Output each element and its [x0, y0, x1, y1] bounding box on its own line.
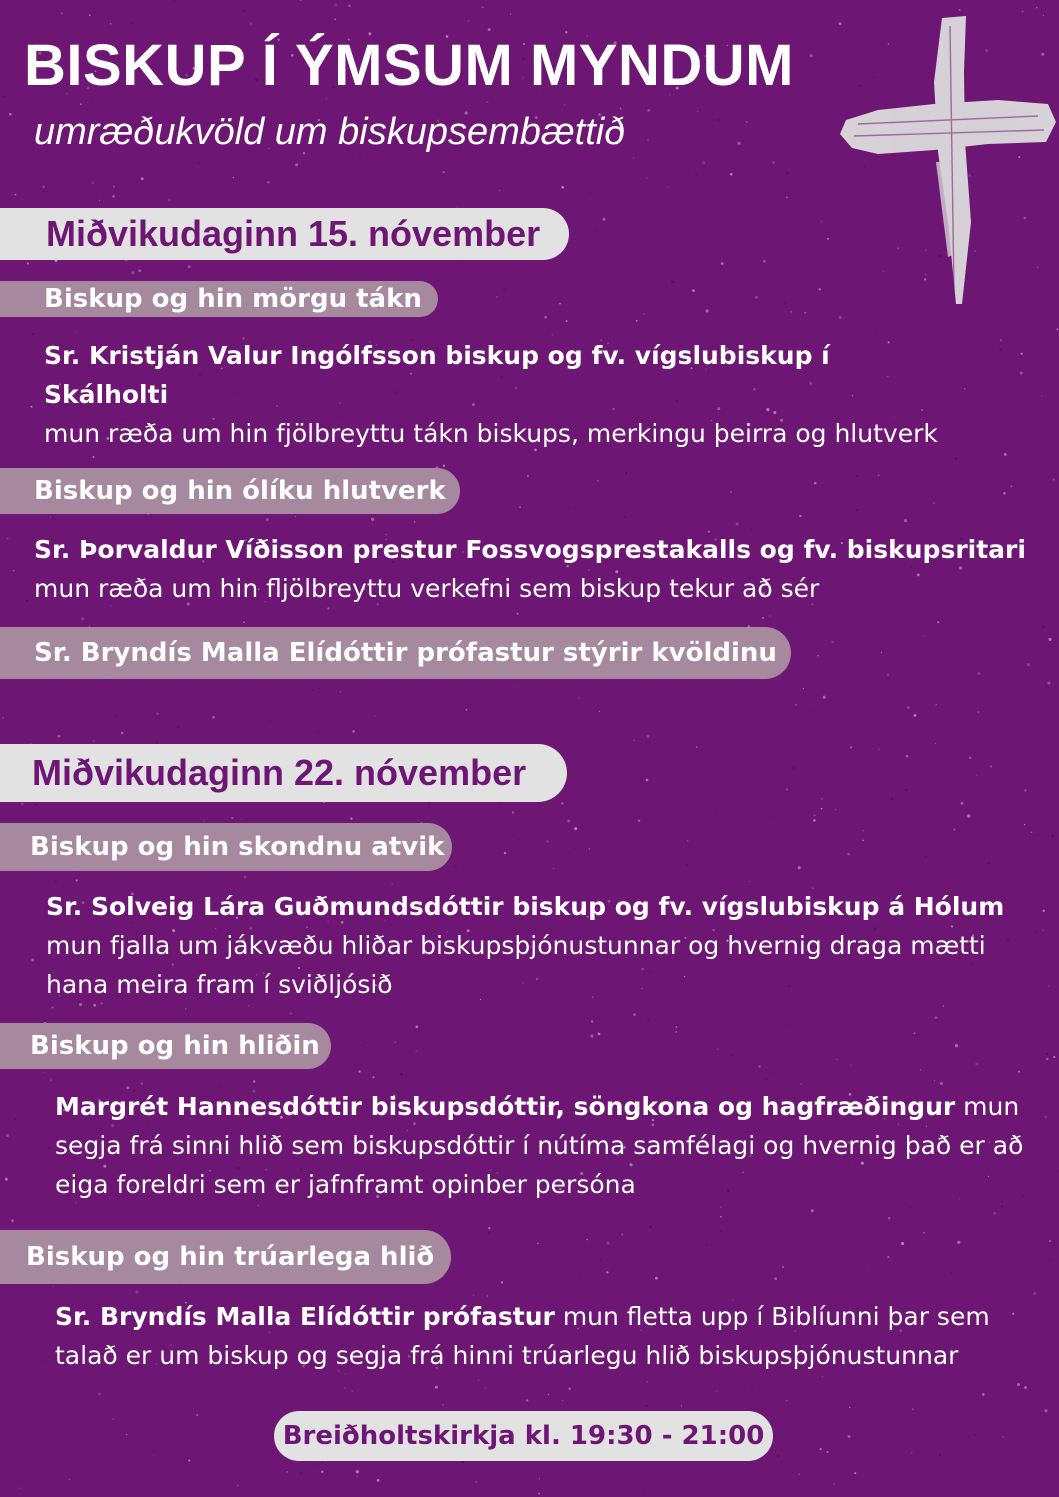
- date-pill-nov-22: Miðvikudaginn 22. nóvember: [0, 744, 567, 802]
- speaker-name: Sr. Bryndís Malla Elídóttir prófastur: [55, 1302, 555, 1331]
- topic-description: [55, 1297, 1045, 1375]
- topic-description: [55, 1087, 1055, 1204]
- topic-description: [46, 887, 1054, 1004]
- description-text: mun ræða um hin fjölbreyttu tákn biskups, merkingu þeirra og hlutverk: [44, 419, 938, 448]
- topic-description: [34, 530, 1034, 608]
- speaker-name: Margrét Hannesdóttir biskupsdóttir, söngkona og hagfræðingur: [55, 1092, 956, 1121]
- description-text: mun fjalla um jákvæðu hliðar biskupsþjónustunnar og hvernig draga mætti hana meira fram í sviðljósið: [46, 931, 986, 999]
- topic-pill: Biskup og hin trúarlega hlið: [0, 1230, 451, 1284]
- date-pill-nov-15: Miðvikudaginn 15. nóvember: [0, 208, 569, 260]
- moderator-pill: Sr. Bryndís Malla Elídóttir prófastur stýrir kvöldinu: [0, 627, 791, 679]
- speaker-name: Sr. Þorvaldur Víðisson prestur Fossvogsprestakalls og fv. biskupsritari: [34, 535, 1026, 564]
- description-text: mun segja frá sinni hlið sem biskupsdóttir í nútíma samfélagi og hvernig það er að eiga foreldri sem er jafnframt opinber persóna: [55, 1092, 1024, 1199]
- topic-pill: Biskup og hin mörgu tákn: [0, 281, 438, 317]
- topic-pill: Biskup og hin ólíku hlutverk: [0, 468, 460, 514]
- topic-pill: Biskup og hin skondnu atvik: [0, 823, 452, 871]
- location-time-badge: Breiðholtskirkja kl. 19:30 - 21:00: [274, 1411, 773, 1461]
- cross-icon: [838, 12, 1058, 312]
- speaker-name: Sr. Solveig Lára Guðmundsdóttir biskup og fv. vígslubiskup á Hólum: [46, 892, 1005, 921]
- topic-pill: Biskup og hin hliðin: [0, 1023, 331, 1069]
- page-title: BISKUP Í ÝMSUM MYNDUM: [24, 33, 794, 98]
- page-subtitle: umræðukvöld um biskupsembættið: [34, 111, 626, 153]
- description-text: mun fletta upp í Biblíunni þar sem talað er um biskup og segja frá hinni trúarlegu hlið biskupsþjónustunnar: [55, 1302, 990, 1370]
- description-text: mun ræða um hin fljölbreyttu verkefni sem biskup tekur að sér: [34, 574, 820, 603]
- topic-description: [44, 336, 944, 453]
- speaker-name: Sr. Kristján Valur Ingólfsson biskup og fv. vígslubiskup í Skálholti: [44, 341, 830, 409]
